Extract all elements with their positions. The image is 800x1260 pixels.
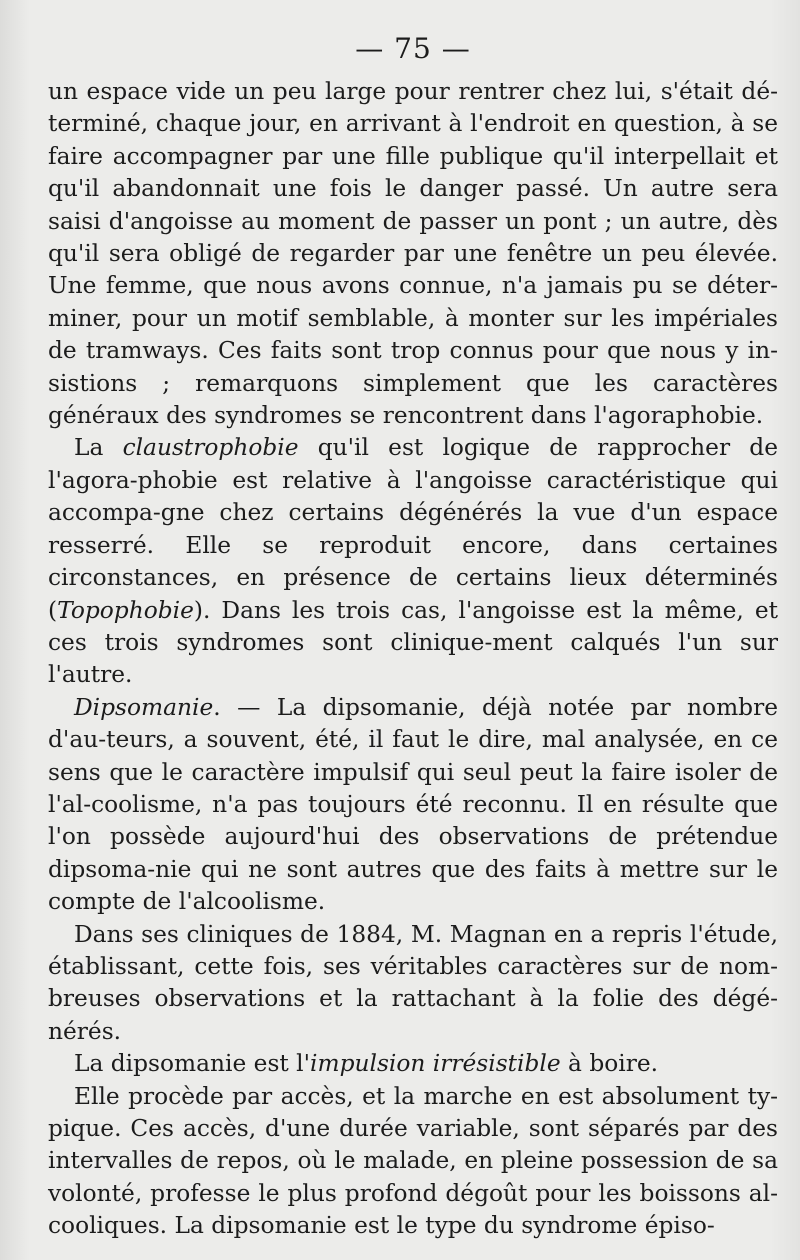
paragraph-p4	[48, 919, 778, 1049]
page-number: — 75 —	[355, 32, 471, 65]
text-run: . — La dipsomanie, déjà notée par nombre d'au-teurs, a souvent, été, il faut le dire, mal analysée, en ce sens que le caractère impulsif qui seul peut la faire isoler de l'al-coolisme, n'a pas toujours été reconnu. Il en résulte que l'on possède aujourd'hui des observations de prétendue dipsoma-nie qui ne sont autres que des faits à mettre sur le compte de l'alcoolisme.	[48, 693, 778, 916]
text-run: La dipsomanie est l'	[74, 1050, 311, 1078]
body-text	[48, 76, 778, 1243]
text-run: ). Dans les trois cas, l'angoisse est la même, et ces trois syndromes sont clinique-ment calqués l'un sur l'autre.	[48, 596, 778, 689]
paragraph-p5	[48, 1048, 778, 1080]
italic-term: claustrophobie	[122, 434, 299, 462]
paragraph-p6	[48, 1081, 778, 1243]
italic-term: Dipsomanie	[74, 693, 214, 721]
text-run: Dans ses cliniques de 1884, M. Magnan en a repris l'étude, établissant, cette fois, ses véritables caractères sur de nom-breuses observations et la rattachant à la folie des dégé-nérés.	[48, 920, 778, 1045]
italic-term: Topophobie	[57, 596, 194, 624]
paragraph-p1	[48, 76, 778, 432]
paragraph-p3	[48, 692, 778, 919]
text-run: qu'il est logique de rapprocher de l'agora-phobie est relative à l'angoisse caractéristique qui accompa-gne chez certains dégénérés la vue d'un espace resserré. Elle se reproduit encore, dans certaines circonstances, en présence de certains lieux déterminés (	[48, 434, 778, 624]
text-run: La	[74, 434, 123, 462]
paragraph-p2	[48, 432, 778, 691]
text-run: un espace vide un peu large pour rentrer chez lui, s'était dé-terminé, chaque jour, en arrivant à l'endroit en question, à se faire accompagner par une fille publique qu'il interpellait et qu'il abandonnait une fois le danger passé. Un autre sera saisi d'angoisse au moment de passer un pont ; un autre, dès qu'il sera obligé de regarder par une fenêtre un peu élevée. Une femme, que nous avons connue, n'a jamais pu se déter-miner, pour un motif semblable, à monter sur les impériales de tramways. Ces faits sont trop connus pour que nous y in-sistions ; remarquons simplement que les caractères généraux des syndromes se rencontrent dans l'agoraphobie.	[48, 78, 778, 430]
italic-term: impulsion irrésistible	[310, 1050, 561, 1078]
text-run: Elle procède par accès, et la marche en est absolument ty-pique. Ces accès, d'une durée variable, sont séparés par des intervalles de repos, où le malade, en pleine possession de sa volonté, professe le plus profond dégoût pour les boissons al-cooliques. La dipsomanie est le type du syndrome épiso-	[48, 1082, 778, 1240]
text-run: à boire.	[560, 1050, 659, 1078]
